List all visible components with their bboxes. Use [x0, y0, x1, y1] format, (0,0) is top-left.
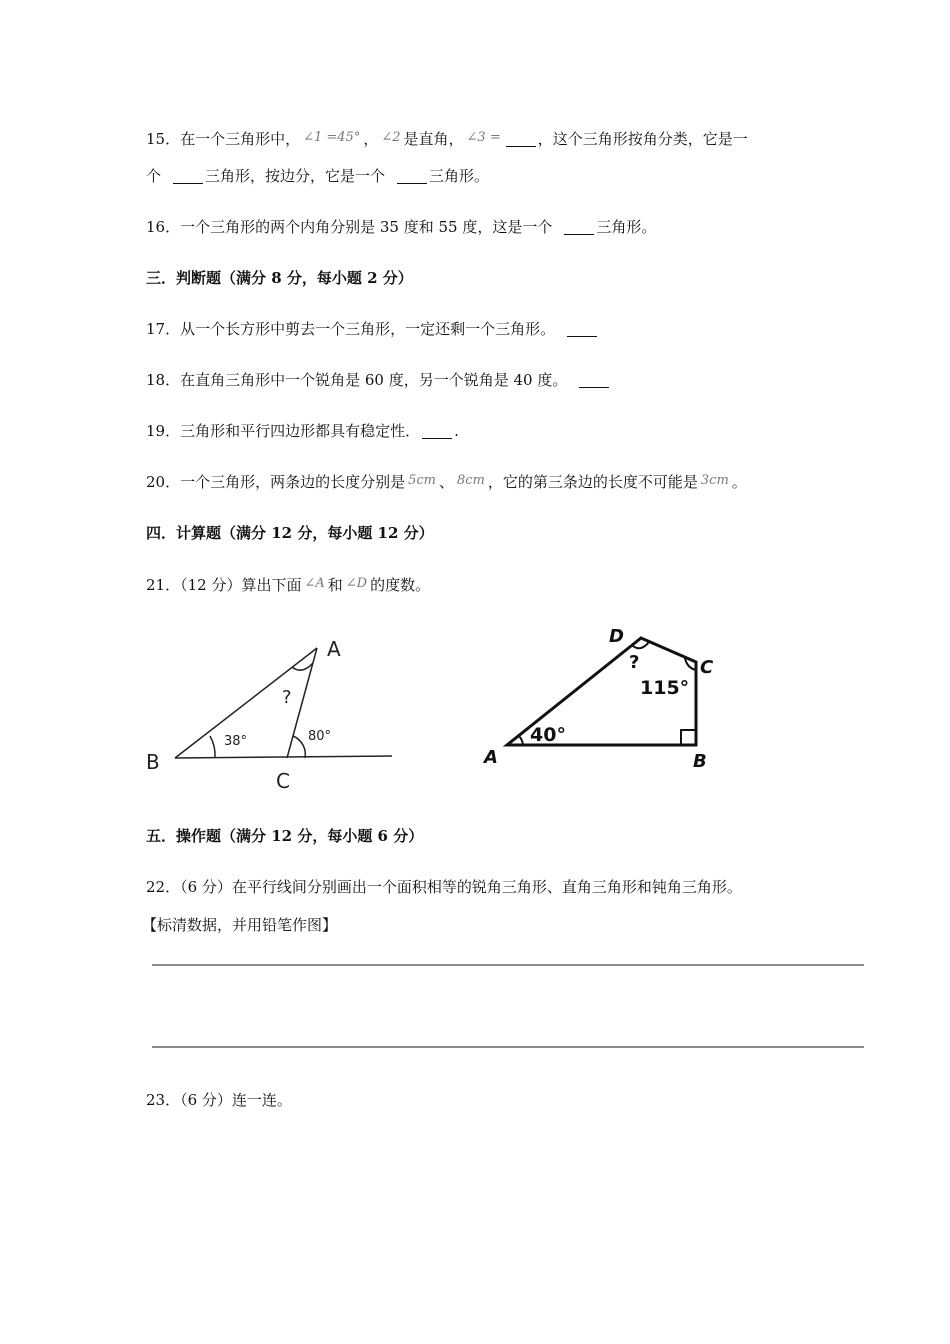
right-angle-mark [681, 730, 696, 745]
label-c: C [700, 657, 714, 678]
label-c: C [276, 769, 290, 793]
q15-line2: 个 三角形，按边分，它是一个 三角形。 [146, 167, 490, 185]
parallel-line-top [152, 964, 864, 966]
answer-blank[interactable] [397, 169, 427, 184]
unknown-angle-mark: ? [629, 652, 640, 673]
answer-blank[interactable] [422, 424, 452, 439]
q15-line1: 15．在一个三角形中， ∠1 =45° ， ∠2 是直角， ∠3 = ，这个三角形按角分类，它是一 [146, 130, 748, 148]
label-a: A [327, 637, 341, 661]
angle2-expr: ∠2 [381, 130, 401, 145]
arc-angle-b [210, 736, 215, 758]
unknown-angle-mark: ? [282, 687, 292, 708]
angle3-expr: ∠3 = [466, 130, 501, 145]
length-8cm: 8cm [457, 473, 485, 488]
q22: 22．（6 分）在平行线间分别画出一个面积相等的锐角三角形、直角三角形和钝角三角形。 [146, 878, 742, 896]
answer-blank[interactable] [506, 132, 536, 147]
label-b: B [146, 750, 160, 774]
answer-blank[interactable] [564, 220, 594, 235]
q23: 23．（6 分）连一连。 [146, 1091, 292, 1109]
label-a: A [484, 747, 498, 768]
angle-a-label: 40° [530, 724, 566, 746]
angle-d-expr: ∠D [345, 576, 368, 591]
angle-c-label: 80° [308, 729, 332, 744]
q21: 21．（12 分）算出下面 ∠A 和 ∠D 的度数。 [146, 576, 431, 594]
q18: 18．在直角三角形中一个锐角是 60 度，另一个锐角是 40 度。 [146, 369, 611, 390]
label-d: D [609, 626, 624, 647]
q16: 16．一个三角形的两个内角分别是 35 度和 55 度，这是一个 三角形。 [146, 218, 657, 236]
section-3-title: 三．判断题（满分 8 分，每小题 2 分） [146, 269, 413, 287]
arc-angle-c [293, 736, 305, 758]
section-4-title: 四．计算题（满分 12 分，每小题 12 分） [146, 524, 434, 542]
answer-blank[interactable] [579, 373, 609, 388]
base-line [175, 756, 392, 758]
section-5-title: 五．操作题（满分 12 分，每小题 6 分） [146, 827, 424, 845]
parallel-line-bottom [152, 1046, 864, 1048]
angle-a-expr: ∠A [304, 576, 325, 591]
length-5cm: 5cm [408, 473, 436, 488]
q19: 19．三角形和平行四边形都具有稳定性． . [146, 422, 459, 440]
length-3cm: 3cm [700, 473, 729, 488]
q17: 17．从一个长方形中剪去一个三角形，一定还剩一个三角形。 [146, 318, 599, 339]
q20: 20．一个三角形，两条边的长度分别是 5cm 、 8cm ，它的第三条边的长度不可能是 3cm 。 [146, 473, 747, 491]
quadrilateral-figure [475, 615, 735, 780]
angle-b-label: 38° [224, 734, 248, 749]
q22-note: 【标清数据，并用铅笔作图】 [142, 916, 338, 934]
answer-blank[interactable] [173, 169, 203, 184]
triangle-figure [140, 630, 410, 800]
label-b: B [693, 751, 707, 772]
angle-c-label: 115° [640, 677, 690, 699]
answer-blank[interactable] [567, 322, 597, 337]
angle1-expr: ∠1 =45° [303, 130, 361, 145]
